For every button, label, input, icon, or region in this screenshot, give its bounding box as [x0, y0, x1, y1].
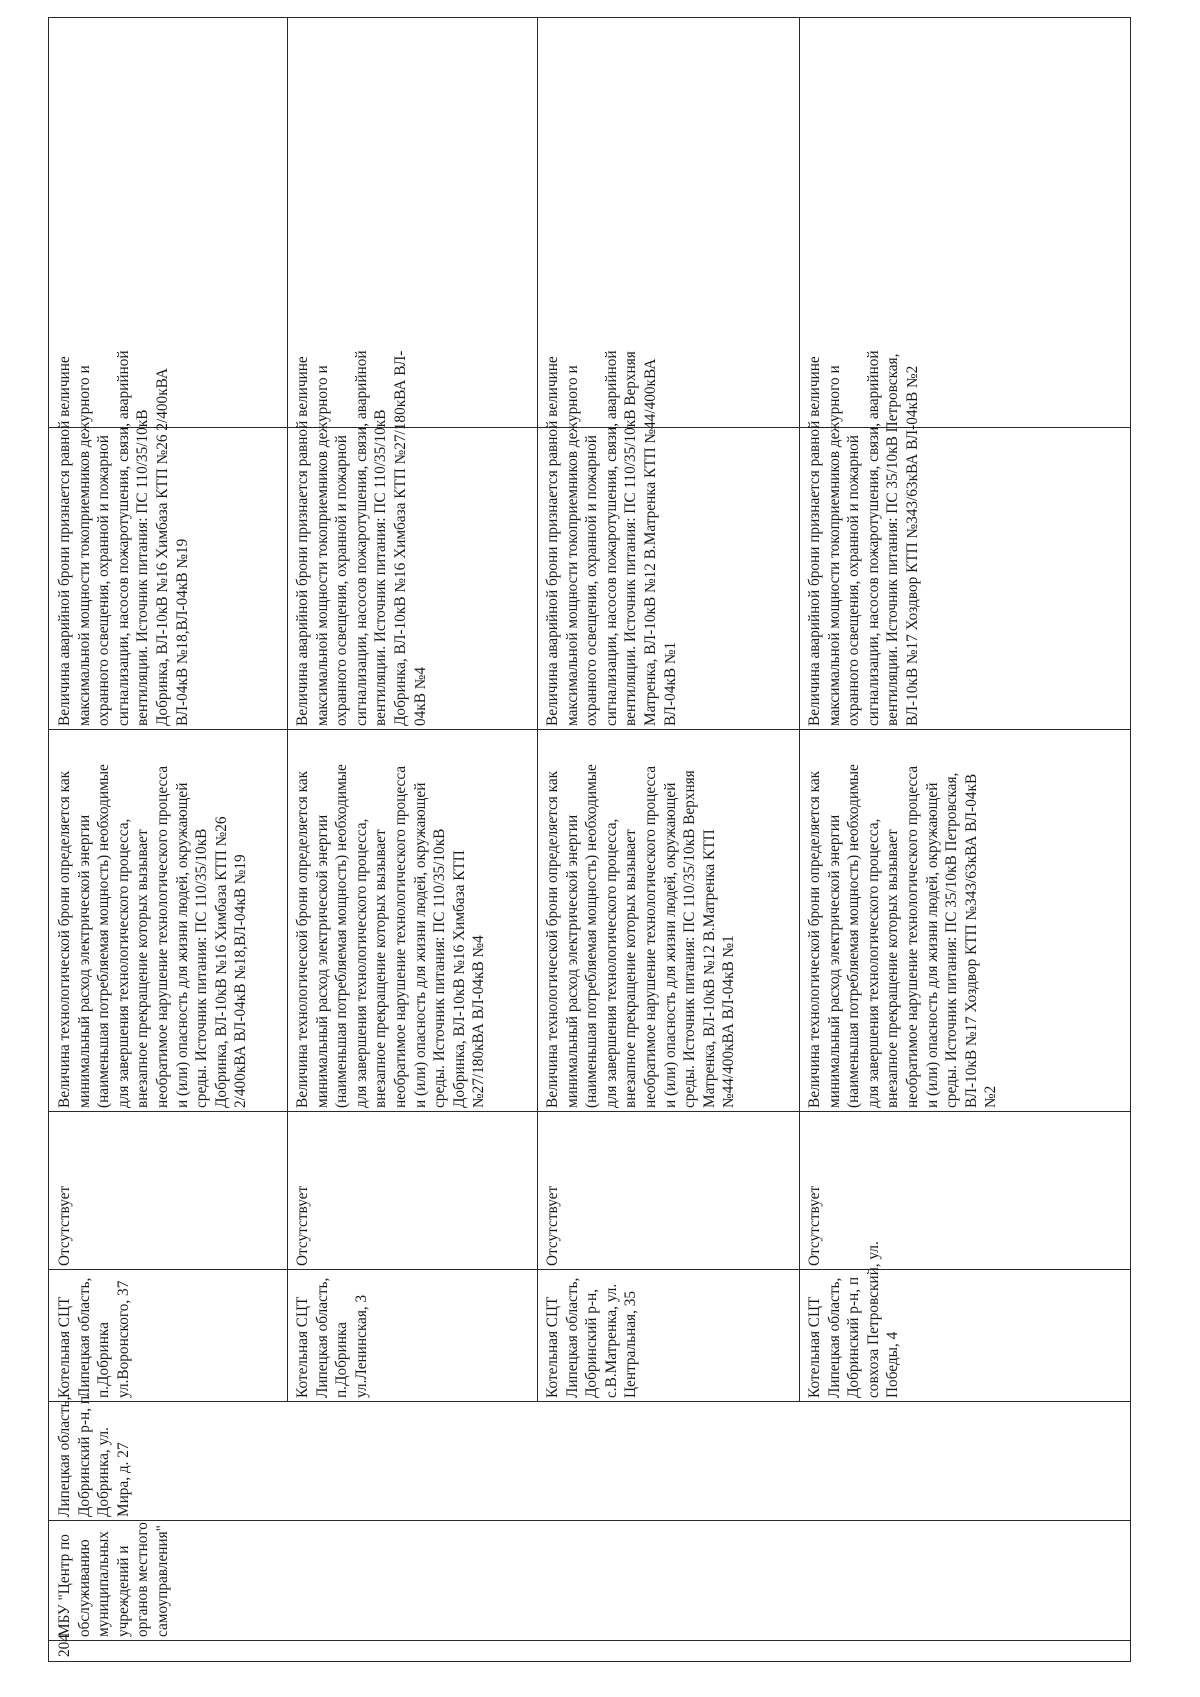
- facility-2: Котельная СЦТ Липецкая область, п.Добринка ул.Ленинская, 3: [294, 1277, 370, 1398]
- reserve-table: [48, 17, 1131, 1662]
- tech-reserve-3: Величина технологической брони определяется как минимальный расход электрической энергии (наименьшая потребляемая мощность) необходимые для завершения технологического процесса, внезапное прекращение которых вызывает необратимое нарушение технологического процесса и (или) опасность для жизни людей, окружающей среды. Источник питания: ПС 110/35/10кВ Верхняя Матренка, ВЛ-10кВ №12 В.Матренка КТП №44/400кВА ВЛ-04кВ №1: [544, 764, 738, 1108]
- facility-4: Котельная СЦТ Липецкая область, Добринский р-н, п совхоза Петровский, ул. Победы, 4: [806, 1241, 902, 1398]
- organization-name: МБУ "Центр по обслуживанию муниципальных учреждений и органов местного самоуправления": [56, 1522, 171, 1637]
- status-3: Отсутствует: [544, 1185, 561, 1266]
- facility-3: Котельная СЦТ Липецкая область, Добринский р-н, с.В.Матренка, ул. Центральная, 35: [544, 1277, 640, 1398]
- organization-address: Липецкая область, Добринский р-н, п. Добринка, ул. Мира, д. 27: [56, 1392, 132, 1517]
- row-number: 204: [56, 1634, 73, 1657]
- emergency-reserve-4: Величина аварийной брони признается равной величине максимальной мощности токоприемников дежурного и охранного освещения, охранной и пожарной сигнализации, насосов пожаротушения, связи, аварийной вентиляции. Источник питания: ПС 35/10кВ Петровская, ВЛ-10кВ №17 Хоздвор КТП №343/63кВА ВЛ-04кВ №2: [806, 350, 921, 726]
- tech-reserve-1: Величина технологической брони определяется как минимальный расход электрической энергии (наименьшая потребляемая мощность) необходимые для завершения технологического процесса, внезапное прекращение которых вызывает необратимое нарушение технологического процесса и (или) опасность для жизни людей, окружающей среды. Источник питания: ПС 110/35/10кВ Добринка, ВЛ-10кВ №16 Химбаза КТП №26 2/400кВА ВЛ-04кВ №18,ВЛ-04кВ №19: [56, 764, 250, 1108]
- status-2: Отсутствует: [294, 1185, 311, 1266]
- status-4: Отсутствует: [806, 1185, 823, 1266]
- emergency-reserve-1: Величина аварийной брони признается равной величине максимальной мощности токоприемников дежурного и охранного освещения, охранной и пожарной сигнализации, насосов пожаротушения, связи, аварийной вентиляции. Источник питания: ПС 110/35/10кВ Добринка, ВЛ-10кВ №16 Химбаза КТП №26 2/400кВА ВЛ-04кВ №18,ВЛ-04кВ №19: [56, 350, 191, 726]
- status-1: Отсутствует: [56, 1185, 73, 1266]
- facility-1: Котельная СЦТ Липецкая область, п.Добринка ул.Воронского, 37: [56, 1277, 132, 1398]
- tech-reserve-2: Величина технологической брони определяется как минимальный расход электрической энергии (наименьшая потребляемая мощность) необходимые для завершения технологического процесса, внезапное прекращение которых вызывает необратимое нарушение технологического процесса и (или) опасность для жизни людей, окружающей среды. Источник питания: ПС 110/35/10кВ Добринка, ВЛ-10кВ №16 Химбаза КТП №27/180кВА ВЛ-04кВ №4: [294, 764, 488, 1108]
- emergency-reserve-3: Величина аварийной брони признается равной величине максимальной мощности токоприемников дежурного и охранного освещения, охранной и пожарной сигнализации, насосов пожаротушения, связи, аварийной вентиляции. Источник питания: ПС 110/35/10кВ Верхняя Матренка, ВЛ-10кВ №12 В.Матренка КТП №44/400кВА ВЛ-04кВ №1: [544, 350, 679, 726]
- tech-reserve-4: Величина технологической брони определяется как минимальный расход электрической энергии (наименьшая потребляемая мощность) необходимые для завершения технологического процесса, внезапное прекращение которых вызывает необратимое нарушение технологического процесса и (или) опасность для жизни людей, окружающей среды. Источник питания: ПС 35/10кВ Петровская, ВЛ-10кВ №17 Хоздвор КТП №343/63кВА ВЛ-04кВ №2: [806, 764, 1000, 1108]
- emergency-reserve-2: Величина аварийной брони признается равной величине максимальной мощности токоприемников дежурного и охранного освещения, охранной и пожарной сигнализации, насосов пожаротушения, связи, аварийной вентиляции. Источник питания: ПС 110/35/10кВ Добринка, ВЛ-10кВ №16 Химбаза КТП №27/180кВА ВЛ- 04кВ №4: [294, 350, 429, 726]
